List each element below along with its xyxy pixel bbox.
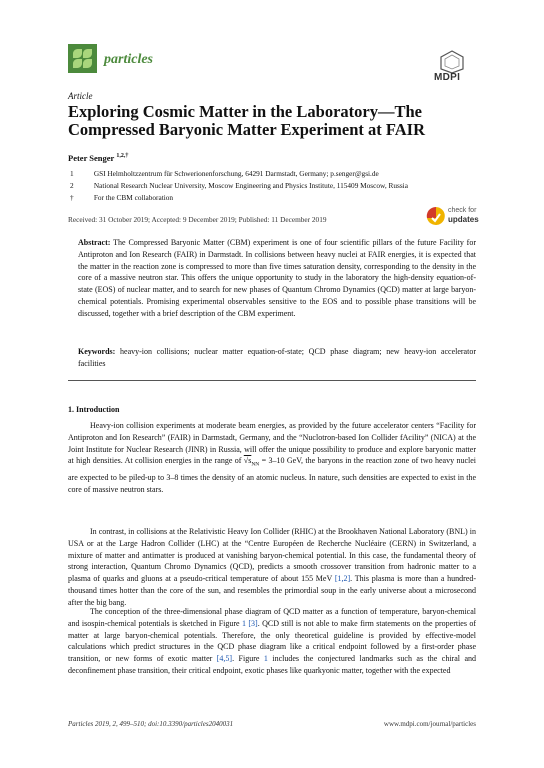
author — [68, 153, 128, 163]
intro-paragraph-3 — [68, 606, 476, 677]
article-type: Article — [68, 91, 93, 101]
abstract — [78, 237, 476, 320]
intro-paragraph-2 — [68, 526, 476, 609]
p3-text-b: . QCD still is not able to make firm statements on the properties of matter at large baryon-chemical potentials. Therefore, the only theoretical guideline is provided by effective-model calculations which predict structures in the QCD phase diagram like a critical endpoint followed by a first-order phase transition, or new forms of exotic matter — [68, 618, 477, 664]
figure-link[interactable]: 1 — [263, 654, 268, 664]
keywords-label: Keywords: — [78, 347, 116, 356]
section-heading: 1. Introduction — [68, 405, 120, 414]
intro-paragraph-1 — [68, 420, 476, 495]
citation-link[interactable]: [4,5] — [216, 654, 233, 664]
p1-text-b: = 3–10 GeV, the baryons in the reaction zone of two heavy nuclei are expected to be piled-up to 3–8 times the density of an atomic nucleus. In nature, such densities are expected to exist in the core of massive neutron stars. — [68, 456, 476, 494]
journal-logo — [68, 44, 97, 73]
sqrt-snn — [243, 456, 260, 468]
check-updates-line2: updates — [448, 215, 479, 224]
affiliation-2 — [68, 181, 408, 190]
mdpi-logo-icon — [430, 50, 474, 74]
p3-text-d: includes the conjectured landmarks such as the chiral and deconfinement phase transition, their critical endpoint, exotic phases like quarkyonic matter, together with the expected — [68, 654, 476, 675]
check-for-updates-badge[interactable] — [426, 204, 482, 232]
keywords-text: heavy-ion collisions; nuclear matter equation-of-state; QCD phase diagram; new heavy-ion accelerator facilities — [78, 347, 476, 368]
publication-dates: Received: 31 October 2019; Accepted: 9 December 2019; Published: 11 December 2019 — [68, 215, 327, 224]
affiliation-mark: 2 — [70, 181, 74, 190]
paper-title: Exploring Cosmic Matter in the Laboratory—The Compressed Baryonic Matter Experiment at FAIR — [68, 102, 425, 139]
p3-text-a: The conception of the three-dimensional phase diagram of QCD matter as a function of temperature, baryon-chemical and isospin-chemical potentials is sketched in Figure — [68, 607, 476, 628]
section-divider — [68, 380, 476, 381]
journal-name: particles — [104, 52, 153, 67]
p1-text-a: Heavy-ion collision experiments at moderate beam energies, as provided by the future accelerator centers “Facility for Antiproton and Ion Research” (FAIR) in Darmstadt, Germany, and the “Nuclotron-based Ion Collider fAcility” (NICA) at the Joint Institute for Nuclear Research (JINR) in Russia, will offer the unique possibility to produce and explore baryonic matter at high densities. At collision energies in the range of — [68, 421, 476, 466]
author-affiliation-marks: 1,2,† — [116, 153, 129, 160]
author-name: Peter Senger — [68, 153, 115, 163]
affiliation-text: For the CBM collaboration — [93, 193, 174, 202]
citation-link[interactable]: [1,2] — [334, 574, 351, 584]
check-updates-line1: check for — [448, 207, 477, 214]
publisher-name: MDPI — [434, 72, 461, 83]
affiliation-mark: † — [70, 193, 74, 202]
sqrt-symbol: √s — [243, 456, 252, 466]
abstract-label: Abstract: — [78, 238, 111, 247]
affiliation-mark: 1 — [70, 169, 74, 178]
affiliation-3 — [68, 193, 173, 202]
sqrt-subscript: NN — [251, 461, 260, 468]
affiliation-text: GSI Helmholtzzentrum für Schwerionenforschung, 64291 Darmstadt, Germany; p.senger@gsi.de — [93, 169, 379, 178]
affiliation-text: National Research Nuclear University, Moscow Engineering and Physics Institute, 115409 Moscow, Russia — [93, 181, 408, 190]
footer-citation: Particles 2019, 2, 499–510; doi:10.3390/particles2040031 — [68, 720, 234, 728]
citation-link[interactable]: [3] — [248, 618, 258, 628]
figure-link[interactable]: 1 — [242, 618, 246, 628]
p2-text-b: . This plasma is more than a hundred-thousand times hotter than the core of the sun, and resembles the primordial soup in the early universe about a microsecond after the big bang. — [68, 574, 476, 607]
keywords — [78, 346, 476, 370]
affiliation-1 — [68, 169, 379, 178]
check-updates-icon — [426, 206, 446, 230]
p3-text-c: . Figure — [232, 654, 264, 664]
p2-text-a: In contrast, in collisions at the Relativistic Heavy Ion Collider (RHIC) at the Brookhaven National Laboratory (BNL) in USA or at the Large Hadron Collider (LHC) at the “Centre Européen de Recherche Nucléaire (CERN) in Switzerland, a mixture of matter and antimatter is produced at vanishing baryon-chemical potential. In this case, the fundamental theory of strong interaction, Quantum Chromo Dynamics (QCD), predicts a smooth crossover transition from hadronic matter to a plasma of quarks and gluons at a pseudo-critical temperature of about 155 MeV — [68, 527, 476, 584]
abstract-text: The Compressed Baryonic Matter (CBM) experiment is one of four scientific pillars of the future Facility for Antiproton and Ion Research (FAIR) in Darmstadt. In collisions between heavy nuclei at FAIR energies, it is expected that the matter in the reaction zone is compressed to more than five times saturation density, corresponding to the density in the core of a massive neutron star. This offers the unique opportunity to study in the laboratory the high-density equation-of-state (EOS) of nuclear matter, and to search for new phases of Quantum Chromo Dynamics (QCD) matter at large baryon-chemical potentials. Promising experimental observables sensitive to the EOS and to possible phase transitions will be discussed, together with a brief description of the CBM experiment. — [78, 238, 476, 318]
footer-url[interactable]: www.mdpi.com/journal/particles — [383, 720, 476, 728]
